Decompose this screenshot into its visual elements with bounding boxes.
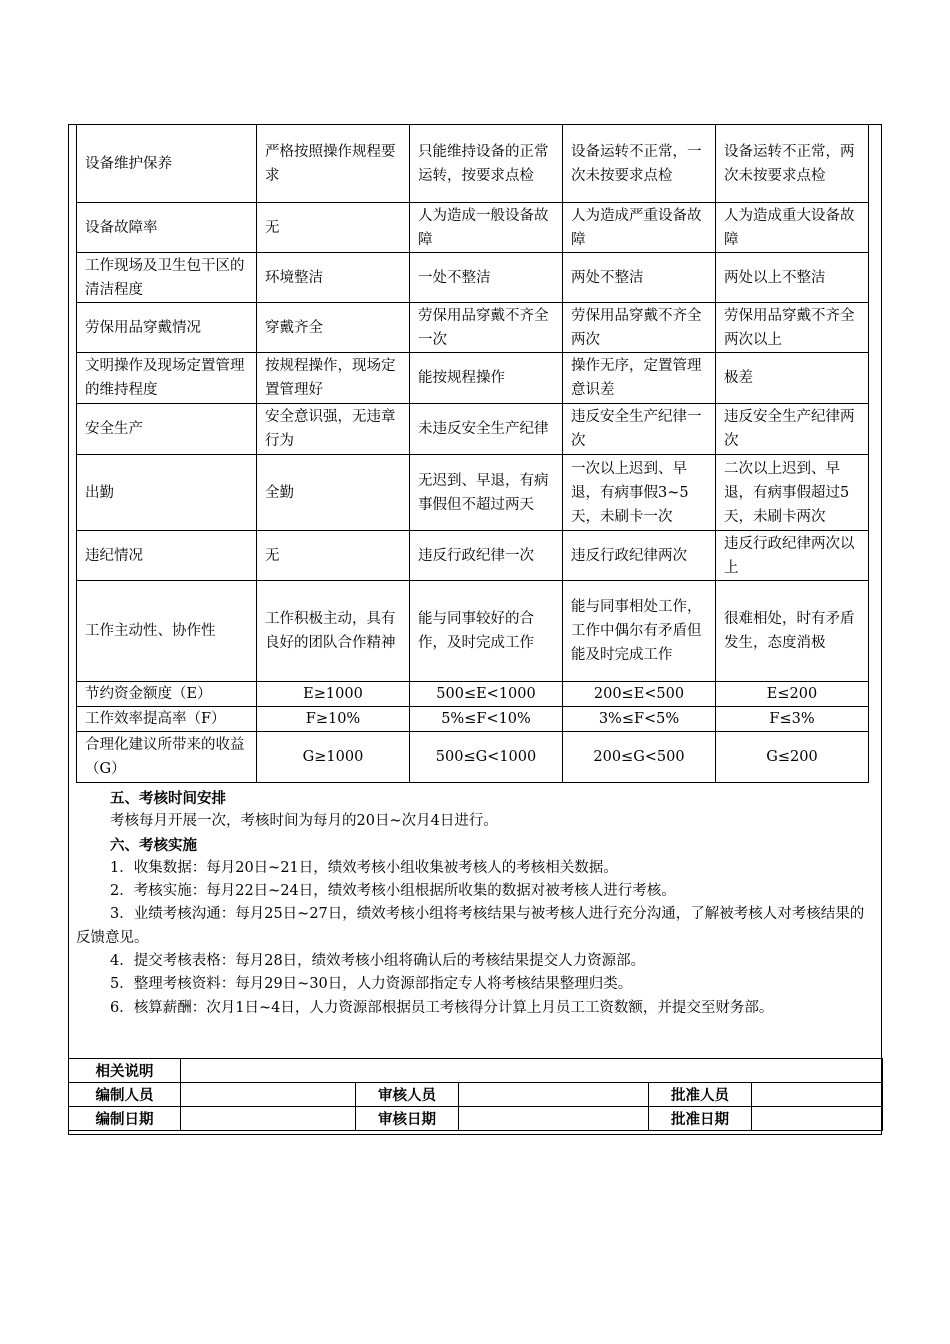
table-row (77, 581, 869, 682)
level-cell: F≥10% (257, 707, 410, 732)
signoff-table (68, 1058, 883, 1131)
table-row (77, 682, 869, 707)
level-cell: 能与同事较好的合作，及时完成工作 (410, 581, 563, 682)
table-row (77, 125, 869, 203)
table-row (77, 353, 869, 404)
reviewed-by-label: 审核人员 (356, 1083, 459, 1107)
level-cell: 500≤E<1000 (410, 682, 563, 707)
level-cell: 违反行政纪律两次 (563, 531, 716, 581)
section5-heading: 五、考核时间安排 (110, 790, 226, 807)
section6-item: 2．考核实施：每月22日~24日，绩效考核小组根据所收集的数据对被考核人进行考核。 (110, 883, 676, 900)
section6-item: 6．核算薪酬：次月1日~4日，人力资源部根据员工考核得分计算上月员工工资数额，并提交至财务部。 (110, 999, 774, 1016)
level-cell: 设备运转不正常，两次未按要求点检 (716, 125, 869, 203)
criteria-item: 出勤 (77, 455, 257, 531)
reviewed-date-label: 审核日期 (356, 1107, 459, 1131)
level-cell: 人为造成一般设备故障 (410, 203, 563, 253)
criteria-item: 违纪情况 (77, 531, 257, 581)
level-cell: 工作积极主动，具有良好的团队合作精神 (257, 581, 410, 682)
level-cell: 违反行政纪律一次 (410, 531, 563, 581)
level-cell: 200≤E<500 (563, 682, 716, 707)
level-cell: 无 (257, 203, 410, 253)
prepared-date-label: 编制日期 (69, 1107, 181, 1131)
notes-row (69, 1059, 883, 1083)
section6-item: 1．收集数据：每月20日~21日，绩效考核小组收集被考核人的考核相关数据。 (110, 859, 618, 876)
sections-text (76, 787, 876, 1020)
level-cell: 设备运转不正常，一次未按要求点检 (563, 125, 716, 203)
prepared-date-value (181, 1107, 356, 1131)
level-cell: 无 (257, 531, 410, 581)
criteria-item: 文明操作及现场定置管理的维持程度 (77, 353, 257, 404)
reviewed-date-value (459, 1107, 649, 1131)
level-cell: G≤200 (716, 732, 869, 783)
level-cell: 违反安全生产纪律一次 (563, 404, 716, 455)
section6-heading: 六、考核实施 (110, 836, 197, 854)
level-cell: 穿戴齐全 (257, 303, 410, 353)
level-cell: 劳保用品穿戴不齐全一次 (410, 303, 563, 353)
level-cell: 5%≤F<10% (410, 707, 563, 732)
level-cell: 一次以上迟到、早退，有病事假3~5天，未刷卡一次 (563, 455, 716, 531)
criteria-item: 工作效率提高率（F） (77, 707, 257, 732)
table-row (77, 203, 869, 253)
level-cell: 能与同事相处工作，工作中偶尔有矛盾但能及时完成工作 (563, 581, 716, 682)
table-row (77, 253, 869, 303)
criteria-item: 设备维护保养 (77, 125, 257, 203)
approved-date-value (752, 1107, 883, 1131)
approved-by-label: 批准人员 (649, 1083, 752, 1107)
level-cell: 能按规程操作 (410, 353, 563, 404)
table-row (77, 303, 869, 353)
level-cell: 安全意识强，无违章行为 (257, 404, 410, 455)
section6-item: 3．业绩考核沟通：每月25日~27日，绩效考核小组将考核结果与被考核人进行充分沟通，了解被考核人对考核结果的反馈意见。 (76, 906, 865, 946)
level-cell: 两处不整洁 (563, 253, 716, 303)
level-cell: 违反行政纪律两次以上 (716, 531, 869, 581)
criteria-item: 设备故障率 (77, 203, 257, 253)
criteria-item: 节约资金额度（E） (77, 682, 257, 707)
date-row (69, 1107, 883, 1131)
table-row (77, 707, 869, 732)
level-cell: 3%≤F<5% (563, 707, 716, 732)
level-cell: 只能维持设备的正常运转，按要求点检 (410, 125, 563, 203)
level-cell: 500≤G<1000 (410, 732, 563, 783)
approved-by-value (752, 1083, 883, 1107)
level-cell: E≥1000 (257, 682, 410, 707)
level-cell: 二次以上迟到、早退，有病事假超过5天，未刷卡两次 (716, 455, 869, 531)
level-cell: 环境整洁 (257, 253, 410, 303)
level-cell: 极差 (716, 353, 869, 404)
criteria-item: 合理化建议所带来的收益（G） (77, 732, 257, 783)
level-cell: 全勤 (257, 455, 410, 531)
signoff-row (69, 1083, 883, 1107)
level-cell: 劳保用品穿戴不齐全两次 (563, 303, 716, 353)
level-cell: 未违反安全生产纪律 (410, 404, 563, 455)
table-row (77, 732, 869, 783)
notes-value (181, 1059, 883, 1083)
table-row (77, 455, 869, 531)
approved-date-label: 批准日期 (649, 1107, 752, 1131)
level-cell: E≤200 (716, 682, 869, 707)
level-cell: 200≤G<500 (563, 732, 716, 783)
table-row (77, 531, 869, 581)
prepared-by-label: 编制人员 (69, 1083, 181, 1107)
level-cell: 人为造成重大设备故障 (716, 203, 869, 253)
criteria-table (76, 124, 869, 783)
level-cell: F≤3% (716, 707, 869, 732)
level-cell: 劳保用品穿戴不齐全两次以上 (716, 303, 869, 353)
level-cell: 违反安全生产纪律两次 (716, 404, 869, 455)
section6-item: 4．提交考核表格：每月28日，绩效考核小组将确认后的考核结果提交人力资源部。 (110, 953, 646, 970)
level-cell: 一处不整洁 (410, 253, 563, 303)
criteria-item: 工作主动性、协作性 (77, 581, 257, 682)
criteria-item: 劳保用品穿戴情况 (77, 303, 257, 353)
level-cell: 人为造成严重设备故障 (563, 203, 716, 253)
level-cell: G≥1000 (257, 732, 410, 783)
level-cell: 无迟到、早退，有病事假但不超过两天 (410, 455, 563, 531)
level-cell: 两处以上不整洁 (716, 253, 869, 303)
level-cell: 按规程操作，现场定置管理好 (257, 353, 410, 404)
section6-item: 5．整理考核资料：每月29日~30日，人力资源部指定专人将考核结果整理归类。 (110, 976, 633, 993)
reviewed-by-value (459, 1083, 649, 1107)
prepared-by-value (181, 1083, 356, 1107)
criteria-item: 工作现场及卫生包干区的清洁程度 (77, 253, 257, 303)
level-cell: 很难相处，时有矛盾发生，态度消极 (716, 581, 869, 682)
notes-label: 相关说明 (69, 1059, 181, 1083)
level-cell: 严格按照操作规程要求 (257, 125, 410, 203)
table-row (77, 404, 869, 455)
level-cell: 操作无序，定置管理意识差 (563, 353, 716, 404)
section5-text: 考核每月开展一次，考核时间为每月的20日~次月4日进行。 (110, 813, 498, 830)
criteria-item: 安全生产 (77, 404, 257, 455)
